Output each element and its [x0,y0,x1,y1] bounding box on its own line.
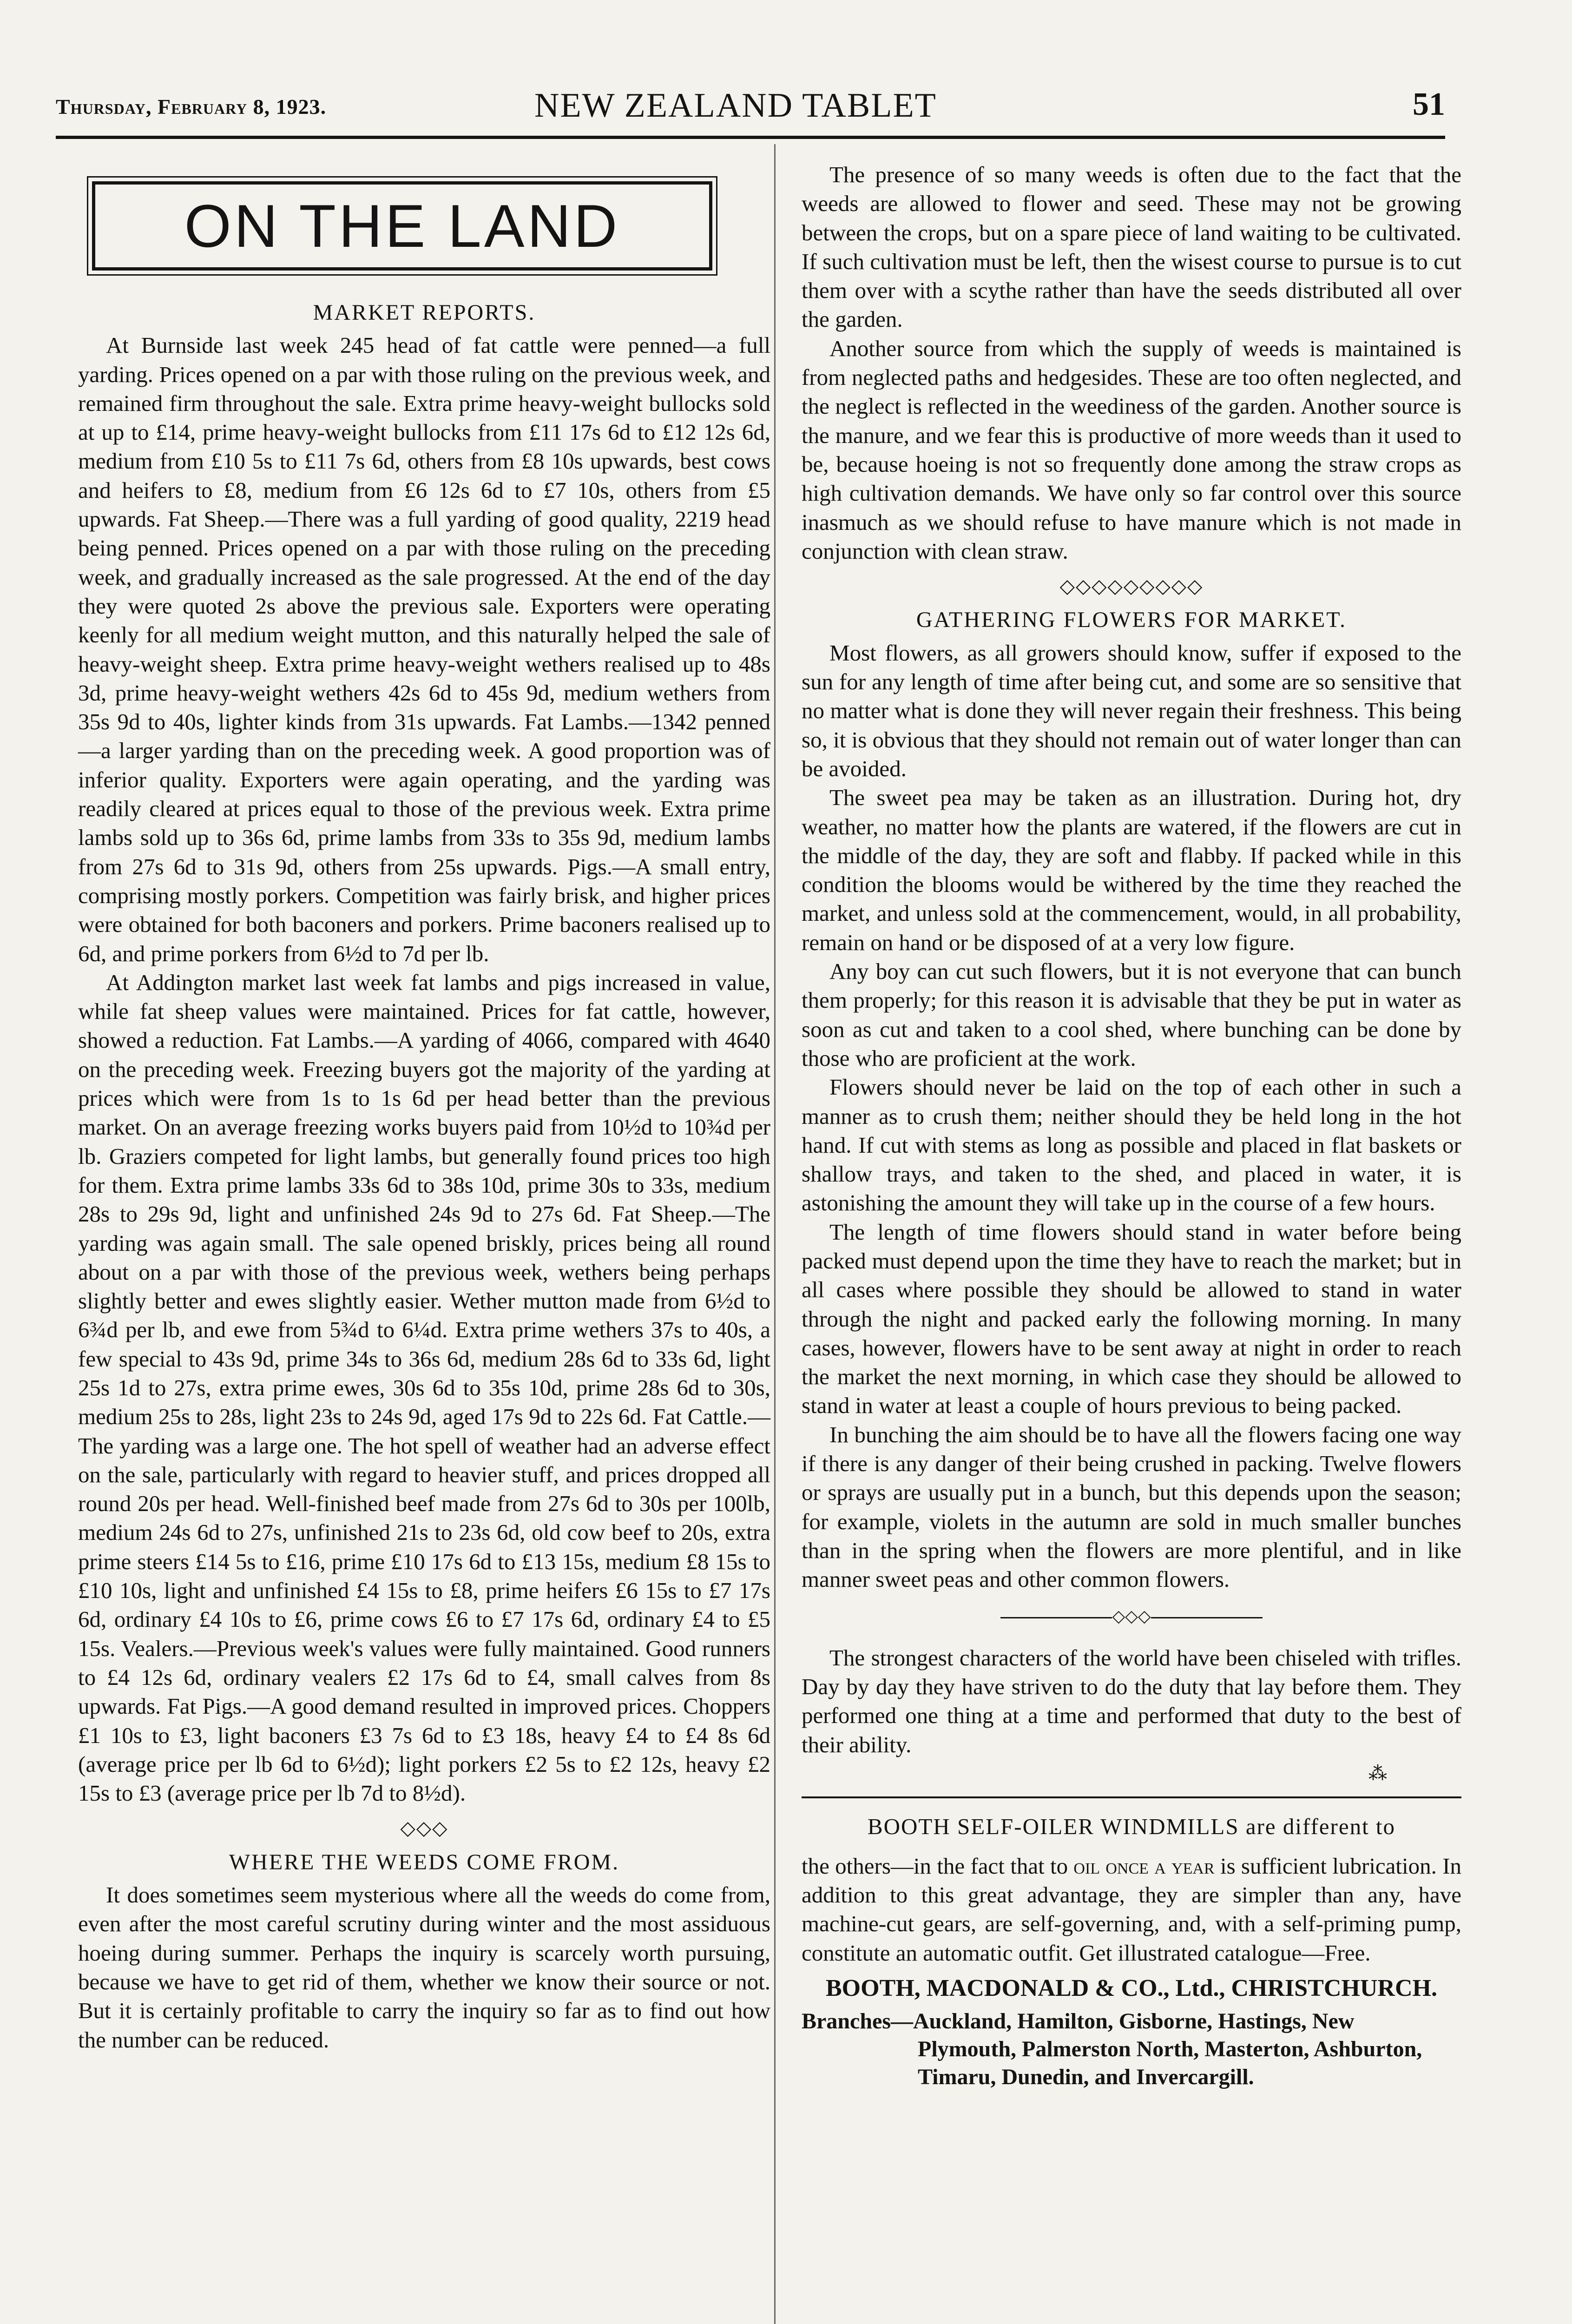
ornament-divider-large: ◇◇◇◇◇◇◇◇◇ [1059,576,1204,598]
branches-line-1: Branches—Auckland, Hamilton, Gisborne, Hastings, New [802,2009,1355,2034]
booth-body-end: is sufficient lubrication. In addition to this great advantage, they are simpler than any, have machine-cut gears, are self-governing, and, with a self-priming pump, constitute an automatic outfit. Get illustrated catalogue—Free. [802,1853,1462,1966]
ornament-rule [802,1602,1461,1631]
weeds-paragraph: It does sometimes seem mysterious where all the weeds do come from, even after the most careful scrutiny during winter and the most assiduous hoeing during summer. Perhaps the inquiry is scarcely worth pursuing, because we have to get rid of them, whether we know their source or not. But it is certainly profitable to carry the inquiry so far as to find out how the number can be reduced. [78,1882,770,2053]
right-column [802,160,1461,2091]
addington-report: At Addington market last week fat lambs and pigs increased in value, while fat sheep values were maintained. Prices for fat cattle, however, showed a reduction. Fat Lambs.—A yarding of 4066, compared with 4640 on the preceding week. Freezing buyers got the majority of the yarding at prices which were from 1s to 1s 6d per head better than the previous market. On an average freezing works buyers paid from 10½d to 10¾d per lb. Graziers competed for light lambs, but generally found prices too high for them. Extra prime lambs 33s 6d to 38s 10d, prime 30s to 33s, medium 28s to 29s 9d, light and unfinished 24s 9d to 27s 6d. Fat Sheep.—The yarding was again small. The sale opened briskly, prices being all round about on a par with those of the previous week, wethers being perhaps slightly better and ewes slightly easier. Wether mutton made from 6½d to 6¾d per lb, and ewe from 5¾d to 6¼d. Extra prime wethers 37s to 40s, a few special to 43s 9d, prime 34s to 36s 6d, medium 28s 6d to 33s 6d, light 25s 1d to 27s, extra prime ewes, 30s 6d to 35s 10d, prime 28s 6d to 30s, medium 25s to 28s, light 23s to 24s 9d, aged 17s 9d to 22s 6d. Fat Cattle.—The yarding was a large one. The hot spell of weather had an adverse effect on the sale, particularly with regard to heavier stuff, and prices dropped all round 20s per head. Well-finished beef made from 27s 6d to 30s per 100lb, medium 24s 6d to 27s, unfinished 21s to 23s 6d, old cow beef to 20s, extra prime steers £14 5s to £16, prime £10 17s 6d to £13 15s, medium £8 15s to £10 10s, light and unfinished £4 15s to £8, prime heifers £6 15s to £7 17s 6d, ordinary £4 10s to £6, prime cows £6 to £7 17s 6d, ordinary £4 to £5 15s. Vealers.—Previous week's values were fully maintained. Good runners to £4 12s 6d, ordinary vealers £2 17s 6d to £4, small calves from 8s upwards. Fat Pigs.—A good demand resulted in improved prices. Choppers £1 10s to £3, light baconers £3 7s 6d to £3 18s, heavy £4 to £4 8s 6d (average price per lb 6d to 6½d); light porkers £2 5s to £2 12s, heavy £2 15s to £3 (average price per lb 7d to 8½d). [78,969,770,1806]
booth-body-emphasis: oil once a year [1073,1853,1215,1879]
left-column [78,181,770,2054]
advert-rule-top [802,1796,1461,1798]
weeds-paragraph-3: Another source from which the supply of weeds is maintained is from neglected paths and hedgesides. These are too often neglected, and the neglect is reflected in the weediness of the garden. Another source is the manure, and we fear this is productive of more weeds than it used to be, because hoeing is not so frequently done among the straw crops as high cultivation demands. We have only so far control over this source inasmuch as we should refuse to have manure which is not made in conjunction with clean straw. [802,335,1461,564]
weeds-heading: WHERE THE WEEDS COME FROM. [229,1849,620,1875]
flowers-paragraph-1: Most flowers, as all growers should know, suffer if exposed to the sun for any length of time after being cut, and some are so sensitive that no matter what is done they will never regain their freshness. This being so, it is obvious that they should not remain out of water longer than can be avoided. [802,640,1461,781]
quote-paragraph: The strongest characters of the world have been chiseled with trifles. Day by day they have striven to do the duty that lay before them. They performed one thing at a time and performed that duty to the best of their ability. [802,1644,1461,1757]
booth-body-start: the others—in the fact that to [802,1853,1068,1879]
booth-advert-heading: BOOTH SELF-OILER WINDMILLS are different to [867,1814,1396,1840]
page-header [56,86,1445,132]
flowers-paragraph-2: The sweet pea may be taken as an illustration. During hot, dry weather, no matter how the plants are watered, if the flowers are cut in the middle of the day, they are soft and flabby. If packed while in this condition the blooms would be withered by the time they reached the market, and unless sold at the commencement, would, in all probability, remain on hand or be disposed of at a very low figure. [802,785,1461,955]
ornament-rule-glyphs: ◇◇◇ [1112,1606,1151,1625]
weeds-paragraph-2: The presence of so many weeds is often due to the fact that the weeds are allowed to flower and seed. These may not be growing between the crops, but on a spare piece of land waiting to be cultivated. If such cultivation must be left, then the wisest course to pursue is to cut them over with a scythe rather than have the seeds distributed all over the garden. [802,162,1461,332]
banner-title: ON THE LAND [184,191,620,260]
flowers-paragraph-5: The length of time flowers should stand in water before being packed must depend upon the time they have to reach the market; but in all cases where possible they should be allowed to stand in water through the night and packed early the following morning. In many cases, however, flowers have to be sent away at night in order to reach the market the next morning, in which case they should be allowed to stand in water at least a couple of hours previous to being packed. [802,1219,1461,1419]
burnside-report: At Burnside last week 245 head of fat cattle were penned—a full yarding. Prices opened on a par with those ruling on the previous week, and remained firm throughout the sale. Extra prime heavy-weight bullocks sold at up to £14, prime heavy-weight bullocks from £11 17s 6d to £12 12s 6d, medium from £10 5s to £11 7s 6d, others from £8 10s upwards, best cows and heifers to £8, medium from £6 12s 6d to £7 10s, others from £5 upwards. Fat Sheep.—There was a full yarding of good quality, 2219 head being penned. Prices opened on a par with those ruling on the preceding week, and gradually increased as the sale progressed. At the end of the day they were quoted 2s above the previous sale. Exporters were operating keenly for all medium weight mutton, and this naturally helped the sale of heavy-weight sheep. Extra prime heavy-weight wethers realised up to 48s 3d, prime heavy-weight wethers 42s 6d to 45s 9d, medium wethers from 35s 9d to 40s, lighter kinds from 31s upwards. Fat Lambs.—1342 penned—a larger yarding than on the preceding week. A good proportion was of inferior quality. Exporters were again operating, and the yarding was readily cleared at prices equal to those of the previous week. Extra prime lambs sold up to 36s 6d, prime lambs from 33s to 35s 9d, medium lambs from 27s 6d to 31s 9d, others from 25s upwards. Pigs.—A small entry, comprising mostly porkers. Competition was fairly brisk, and higher prices were obtained for both baconers and porkers. Prime baconers realised up to 6d, and prime porkers from 6½d to 7d per lb. [78,332,770,966]
booth-company-name: BOOTH, MACDONALD & CO., Ltd., CHRISTCHURCH. [826,1974,1437,2001]
ornament-divider [78,1814,770,1843]
flowers-paragraph-3: Any boy can cut such flowers, but it is not everyone that can bunch them properly; for this reason it is advisable that they be put in water as soon as cut and taken to a cool shed, where bunching can be done by those who are proficient at the work. [802,958,1461,1071]
booth-advert-body [802,1852,1461,1967]
page-number: 51 [1413,86,1445,122]
section-banner [92,181,712,271]
publication-title: NEW ZEALAND TABLET [534,86,937,125]
issue-date: Thursday, February 8, 1923. [56,95,327,119]
ornament-glyphs: ◇◇◇ [400,1818,448,1840]
quote-block [802,1644,1461,1788]
header-rule [56,136,1445,139]
decorative-flourish-icon: ⁂ [1368,1763,1387,1784]
flowers-heading: GATHERING FLOWERS FOR MARKET. [916,607,1347,633]
booth-branches [802,2007,1461,2091]
flowers-paragraph-6: In bunching the aim should be to have all the flowers facing one way if there is any danger of their being crushed in packing. Twelve flowers or sprays are usually put in a bunch, but this depends upon the season; for example, violets in the autumn are sold in much smaller bunches than in the spring when the flowers are more plentiful, and in like manner sweet peas and other common flowers. [802,1421,1461,1592]
market-reports-heading: MARKET REPORTS. [313,300,536,325]
flowers-paragraph-4: Flowers should never be laid on the top of each other in such a manner as to crush them; neither should they be held long in the hot hand. If cut with stems as long as possible and placed in flat baskets or shallow trays, and taken to the shed, and placed in water, it is astonishing the amount they will take up in the course of a few hours. [802,1074,1461,1216]
column-divider [774,144,776,2324]
branches-line-2: Plymouth, Palmerston North, Masterton, Ashburton, Timaru, Dunedin, and Invercargill. [918,2037,1422,2090]
